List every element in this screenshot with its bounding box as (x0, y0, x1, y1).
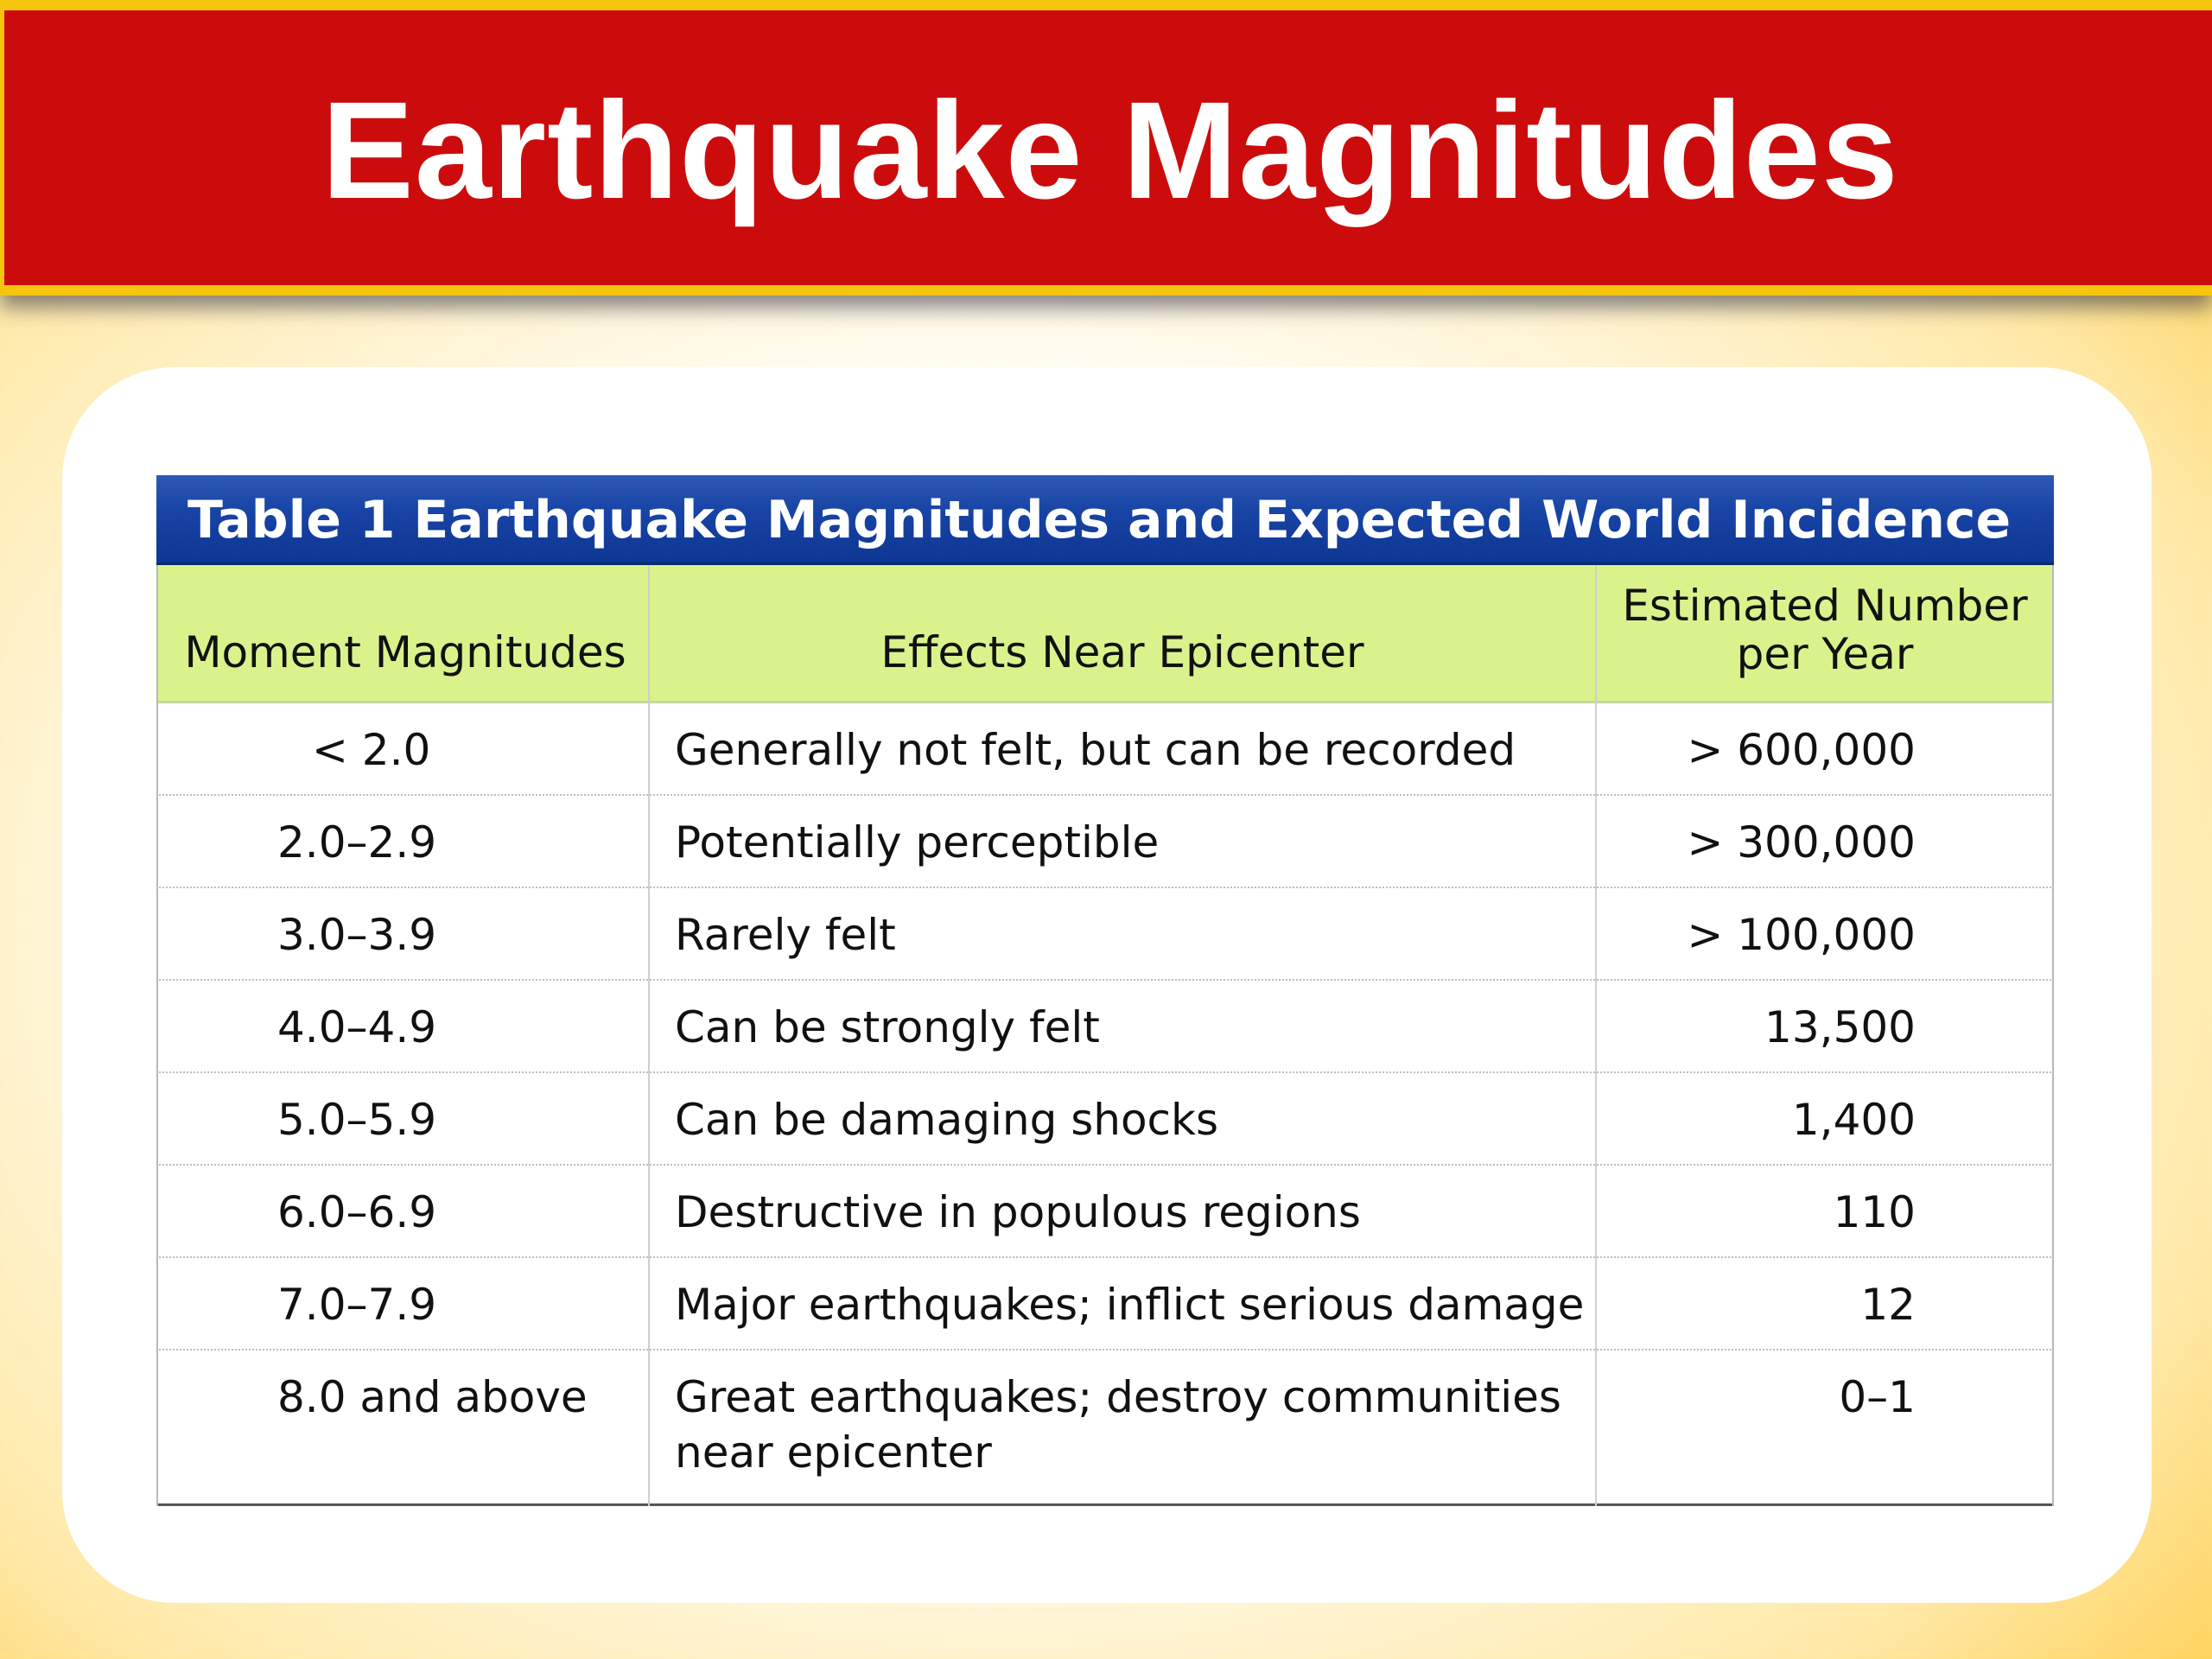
cell-magnitude: 2.0–2.9 (277, 817, 437, 868)
table-row (156, 1351, 2054, 1506)
table-row (156, 796, 2054, 888)
header-effects: Effects Near Epicenter (880, 627, 1364, 677)
cell-effects: Rarely felt (675, 910, 896, 960)
table-row (156, 1073, 2054, 1166)
cell-magnitude: 6.0–6.9 (277, 1187, 437, 1237)
cell-effects: Generally not felt, but can be recorded (675, 725, 1516, 775)
table-border-left (156, 565, 158, 1506)
cell-effects: Can be damaging shocks (675, 1095, 1219, 1145)
column-divider (648, 565, 650, 1506)
table-row (156, 888, 2054, 981)
cell-effects: Major earthquakes; inflict serious damage (675, 1280, 1585, 1330)
cell-number: > 100,000 (1687, 910, 1916, 960)
table-border-right (2052, 565, 2054, 1506)
cell-effects: Destructive in populous regions (675, 1187, 1361, 1237)
header-moment-magnitudes: Moment Magnitudes (184, 627, 626, 677)
cell-effects: Can be strongly felt (675, 1002, 1100, 1052)
cell-number: 12 (1860, 1280, 1916, 1330)
title-banner (0, 0, 2212, 296)
header-estimated-number (1596, 565, 2054, 701)
cell-magnitude: 3.0–3.9 (277, 910, 437, 960)
table-row (156, 1258, 2054, 1351)
table-row (156, 1166, 2054, 1258)
cell-magnitude: 5.0–5.9 (277, 1095, 437, 1145)
table-header-row (156, 565, 2054, 703)
cell-magnitude: 7.0–7.9 (277, 1280, 437, 1330)
cell-magnitude: 8.0 and above (277, 1372, 588, 1422)
cell-number: 0–1 (1839, 1372, 1916, 1422)
column-divider (1595, 565, 1597, 1506)
cell-number: 110 (1833, 1187, 1916, 1237)
cell-magnitude: < 2.0 (312, 725, 431, 775)
cell-number: > 300,000 (1687, 817, 1916, 868)
cell-effects: Potentially perceptible (675, 817, 1160, 868)
magnitude-table (156, 475, 2054, 1506)
slide-title: Earthquake Magnitudes (321, 73, 1899, 227)
header-estimated-number-text: Estimated Number per Year (1622, 581, 2028, 679)
cell-number: > 600,000 (1687, 725, 1916, 775)
cell-effects: Great earthquakes; destroy communities near epicenter (675, 1372, 1561, 1478)
cell-magnitude: 4.0–4.9 (277, 1002, 437, 1052)
cell-number: 1,400 (1791, 1095, 1916, 1145)
table-grid (156, 565, 2054, 1506)
table-row (156, 703, 2054, 796)
cell-number: 13,500 (1764, 1002, 1916, 1052)
table-row (156, 981, 2054, 1073)
table-caption: Table 1 Earthquake Magnitudes and Expected World Incidence (156, 475, 2054, 565)
